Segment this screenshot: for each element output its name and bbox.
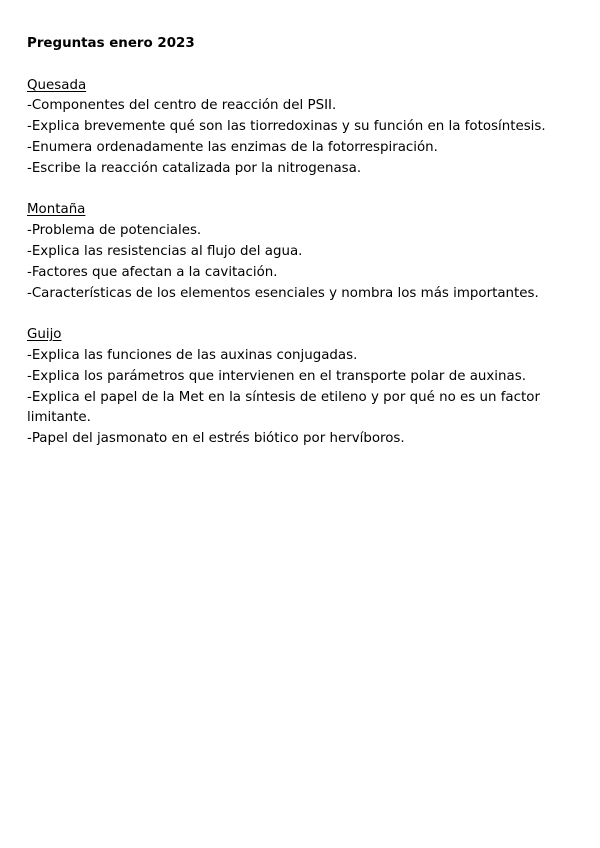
question-item: -Enumera ordenadamente las enzimas de la fotorrespiración. (27, 139, 438, 155)
section-quesada (27, 76, 582, 180)
question-item: -Explica las funciones de las auxinas conjugadas. (27, 347, 358, 363)
document-title: Preguntas enero 2023 (27, 36, 195, 51)
question-item: -Factores que afectan a la cavitación. (27, 264, 278, 280)
section-heading: Guijo (27, 327, 62, 343)
section-heading: Quesada (27, 77, 87, 93)
section-heading: Montaña (27, 202, 86, 218)
question-item: -Explica el papel de la Met en la síntesis de etileno y por qué no es un factor limitante. (27, 389, 540, 426)
question-item: -Explica brevemente qué son las tiorredoxinas y su función en la fotosíntesis. (27, 119, 546, 135)
question-item: -Componentes del centro de reacción del PSII. (27, 98, 337, 114)
question-item: -Problema de potenciales. (27, 223, 202, 239)
document-page (27, 34, 582, 471)
section-guijo (27, 325, 582, 450)
section-montana (27, 200, 582, 304)
question-item: -Características de los elementos esenciales y nombra los más importantes. (27, 285, 539, 301)
question-item: -Papel del jasmonato en el estrés biótico por hervíboros. (27, 431, 405, 447)
question-item: -Escribe la reacción catalizada por la nitrogenasa. (27, 160, 362, 176)
question-item: -Explica los parámetros que intervienen en el transporte polar de auxinas. (27, 368, 526, 384)
question-item: -Explica las resistencias al flujo del agua. (27, 243, 303, 259)
